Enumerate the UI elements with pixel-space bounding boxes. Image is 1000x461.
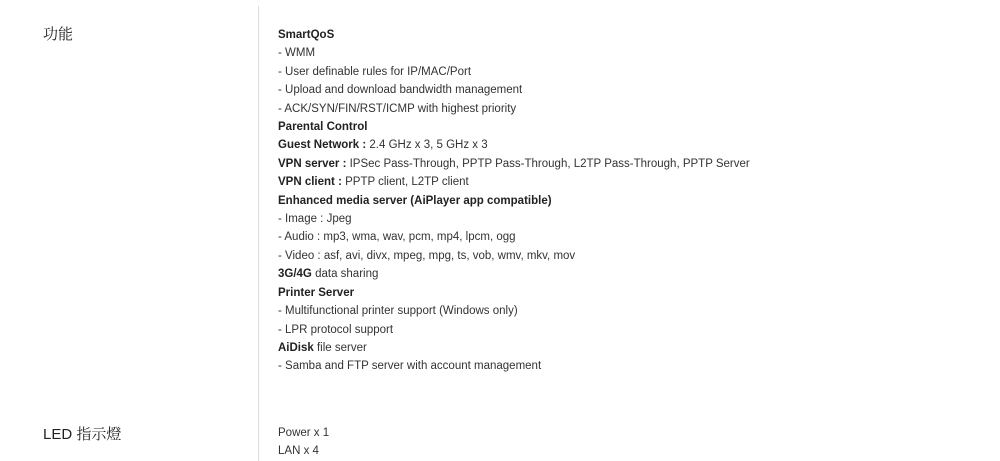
led-lan: LAN x 4 (278, 445, 319, 458)
feature-priority: - ACK/SYN/FIN/RST/ICMP with highest priority (278, 102, 517, 115)
feature-samba: - Samba and FTP server with account management (278, 360, 542, 373)
feature-printer-multifunction: - Multifunctional printer support (Windows only) (278, 305, 518, 318)
led-section-label: LED 指示燈 (43, 426, 122, 443)
feature-smartqos: SmartQoS (278, 29, 335, 41)
aidisk-title: AiDisk (278, 341, 314, 354)
feature-printer-server: Printer Server (278, 286, 355, 299)
guest-network-title: Guest Network : (278, 139, 367, 152)
feature-video: - Video : asf, avi, divx, mpeg, mpg, ts, vob, wmv, mkv, mov (278, 249, 576, 262)
feature-media-server: Enhanced media server (AiPlayer app compatible) (278, 194, 552, 207)
vpn-client-value: PPTP client, L2TP client (341, 176, 469, 189)
guest-network-value: 2.4 GHz x 3, 5 GHz x 3 (366, 139, 488, 152)
feature-rules: - User definable rules for IP/MAC/Port (278, 65, 472, 78)
vpn-server-title: VPN server : (278, 157, 347, 170)
vpn-client-title: VPN client : (278, 176, 342, 189)
feature-aidisk (278, 339, 750, 357)
feature-vpn-server (278, 155, 750, 173)
feature-wmm: - WMM (278, 47, 316, 60)
data-sharing-value: data sharing (311, 268, 379, 281)
data-sharing-title: 3G/4G (278, 268, 312, 281)
feature-vpn-client (278, 173, 750, 191)
features-list (278, 26, 750, 376)
feature-printer-lpr: - LPR protocol support (278, 323, 394, 336)
column-divider (258, 6, 259, 461)
features-section-label: 功能 (43, 26, 74, 43)
vpn-server-value: IPSec Pass-Through, PPTP Pass-Through, L2TP Pass-Through, PPTP Server (346, 157, 750, 170)
feature-guest-network (278, 136, 750, 154)
aidisk-value: file server (313, 341, 367, 354)
feature-data-sharing (278, 265, 750, 283)
feature-bandwidth: - Upload and download bandwidth management (278, 84, 523, 97)
led-list (278, 424, 329, 461)
feature-image: - Image : Jpeg (278, 213, 352, 226)
led-power: Power x 1 (278, 427, 330, 439)
feature-audio: - Audio : mp3, wma, wav, pcm, mp4, lpcm, ogg (278, 231, 516, 244)
feature-parental-control: Parental Control (278, 121, 368, 134)
